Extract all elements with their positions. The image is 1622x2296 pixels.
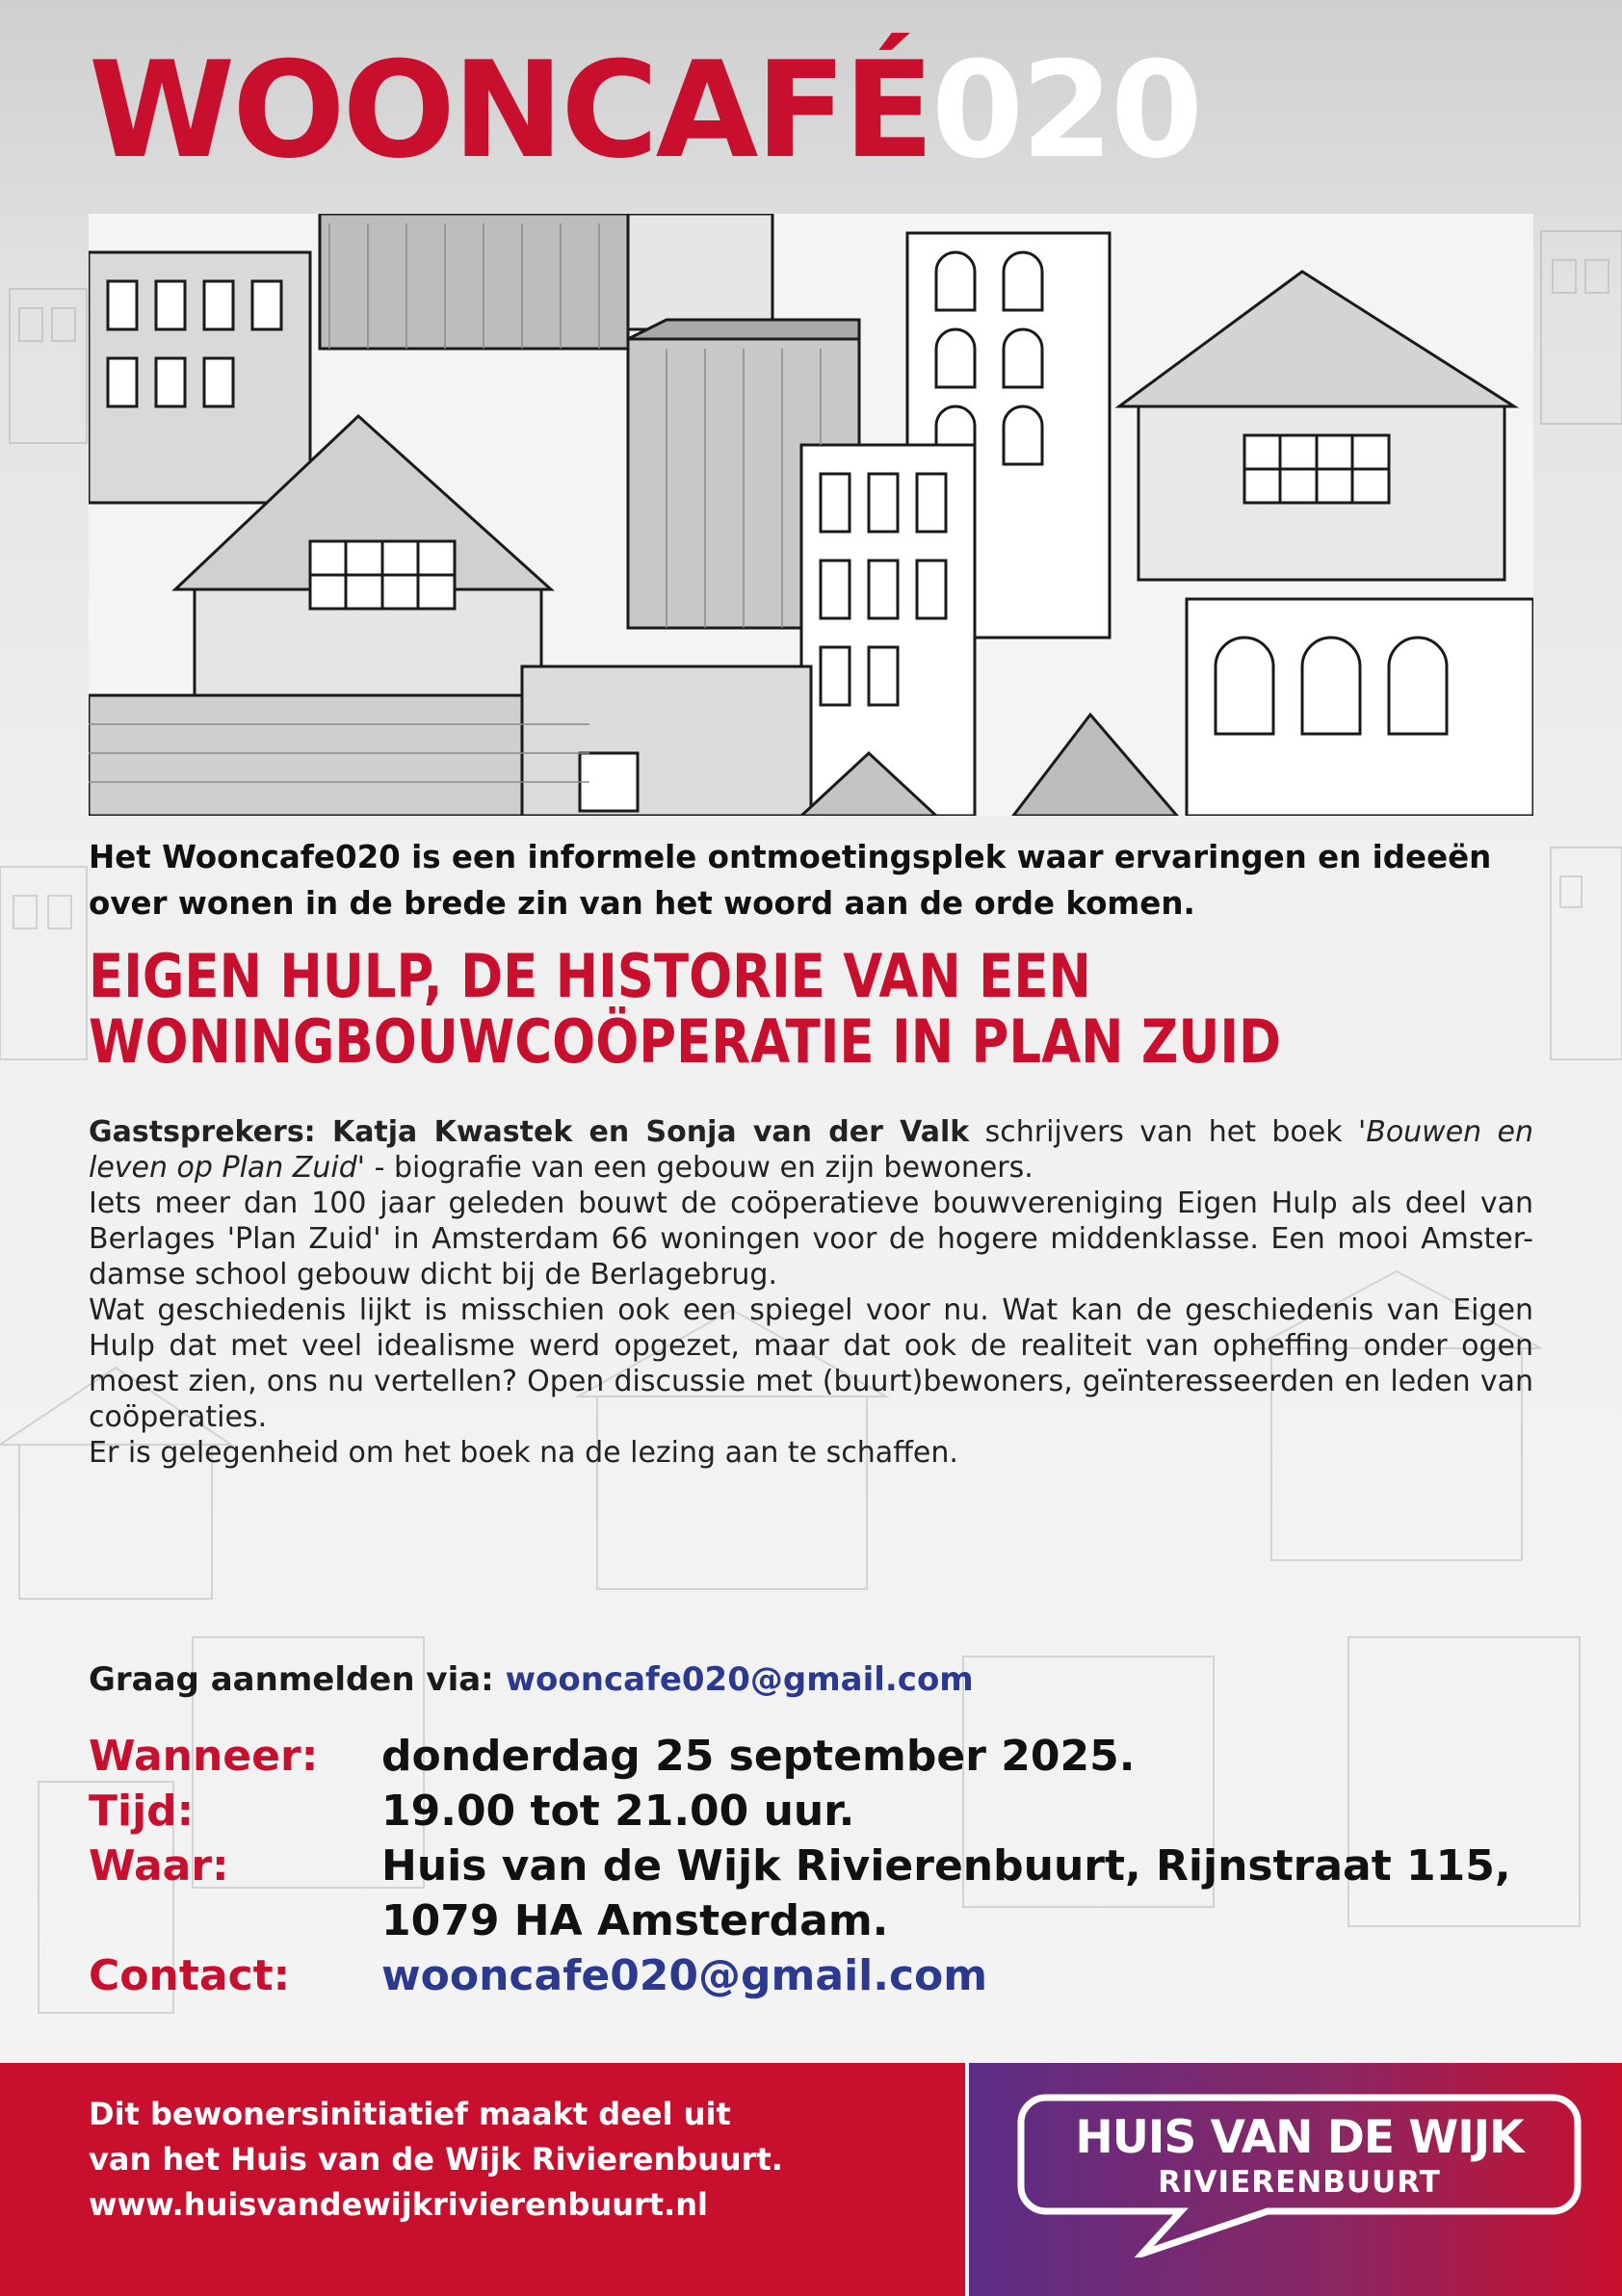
hero-illustration [89,214,1533,816]
speakers-label: Gastsprekers: Katja Kwastek en Sonja van der Valk [89,1115,970,1149]
detail-contact [89,1948,1553,2003]
houses-drawing [89,214,1533,816]
headline-line-1: EIGEN HULP, DE HISTORIE VAN EEN [89,941,1091,1011]
detail-where-continued [89,1893,1553,1948]
footer-line-2: van het Huis van de Wijk Rivierenbuurt. [89,2141,783,2178]
detail-time [89,1784,1553,1839]
huis-van-de-wijk-logo [1017,2094,1582,2207]
where-label: Waar: [89,1841,229,1891]
when-label: Wanneer: [89,1732,319,1781]
event-details [89,1729,1553,2003]
event-headline [89,941,1479,1077]
event-description [89,1114,1533,1471]
footer-line-1: Dit bewonersinitiatief maakt deel uit [89,2096,731,2132]
detail-where [89,1839,1553,1893]
title-020: 020 [930,33,1201,188]
book-rest: - biografie van een gebouw en zijn bewoners. [365,1151,1033,1185]
signup-email-link[interactable]: wooncafe020@gmail.com [505,1660,974,1699]
when-value: donderdag 25 september 2025. [381,1732,1136,1781]
speakers-paragraph [89,1114,1533,1186]
footer-website-link[interactable]: www.huisvandewijkrivierenbuurt.nl [89,2186,708,2223]
footer-logo-panel [969,2063,1622,2296]
contact-email-link[interactable]: wooncafe020@gmail.com [381,1951,988,2000]
page-title [89,33,1201,188]
footer-initiative-panel [0,2063,965,2296]
detail-when [89,1729,1553,1784]
time-value: 19.00 tot 21.00 uur. [381,1787,855,1836]
discussion-paragraph: Wat geschiedenis lijkt is misschien ook een spiegel voor nu. Wat kan de geschiedenis van Eigen Hulp dat met veel idealisme werd opgezet, maar dat ook de realiteit van opheffing onder ogen moest zien, ons nu vertellen? Open discussie met (buurt)bewoners, geïnteresseerden en leden van coöperaties. [89,1293,1533,1434]
book-sale-paragraph: Er is gelegenheid om het boek na de lezing aan te schaffen. [89,1436,958,1470]
intro-text: Het Wooncafe020 is een informele ontmoetingsplek waar ervaringen en ideeën over wonen in de brede zin van het woord aan de orde komen. [89,839,1492,922]
where-value-line-2: 1079 HA Amsterdam. [381,1896,889,1945]
title-wooncafe: WOONCAFÉ [89,33,931,188]
signup-label: Graag aanmelden via: [89,1660,506,1699]
speakers-rest: schrijvers van het boek [969,1115,1358,1149]
time-label: Tijd: [89,1787,195,1836]
signup-line [89,1658,974,1701]
contact-label: Contact: [89,1951,291,2000]
footer-text [89,2092,783,2228]
logo-line-1: HUIS VAN DE WIJK [1075,2111,1524,2164]
where-value-line-1: Huis van de Wijk Rivierenbuurt, Rijnstraat 115, [381,1841,1511,1891]
book-title: 'Bouwen en leven op Plan Zuid' [89,1115,1534,1185]
logo-line-2: RIVIERENBUURT [1158,2165,1441,2200]
headline-line-2: WONINGBOUWCOÖPERATIE IN PLAN ZUID [89,1006,1282,1077]
history-paragraph: Iets meer dan 100 jaar geleden bouwt de coöperatieve bouwvereniging Eigen Hulp als deel van Berlages 'Plan Zuid' in Amsterdam 66 woningen voor de hogere middenklasse. Een mooi Amster-damse school gebouw dicht bij de Berlagebrug. [89,1187,1533,1292]
